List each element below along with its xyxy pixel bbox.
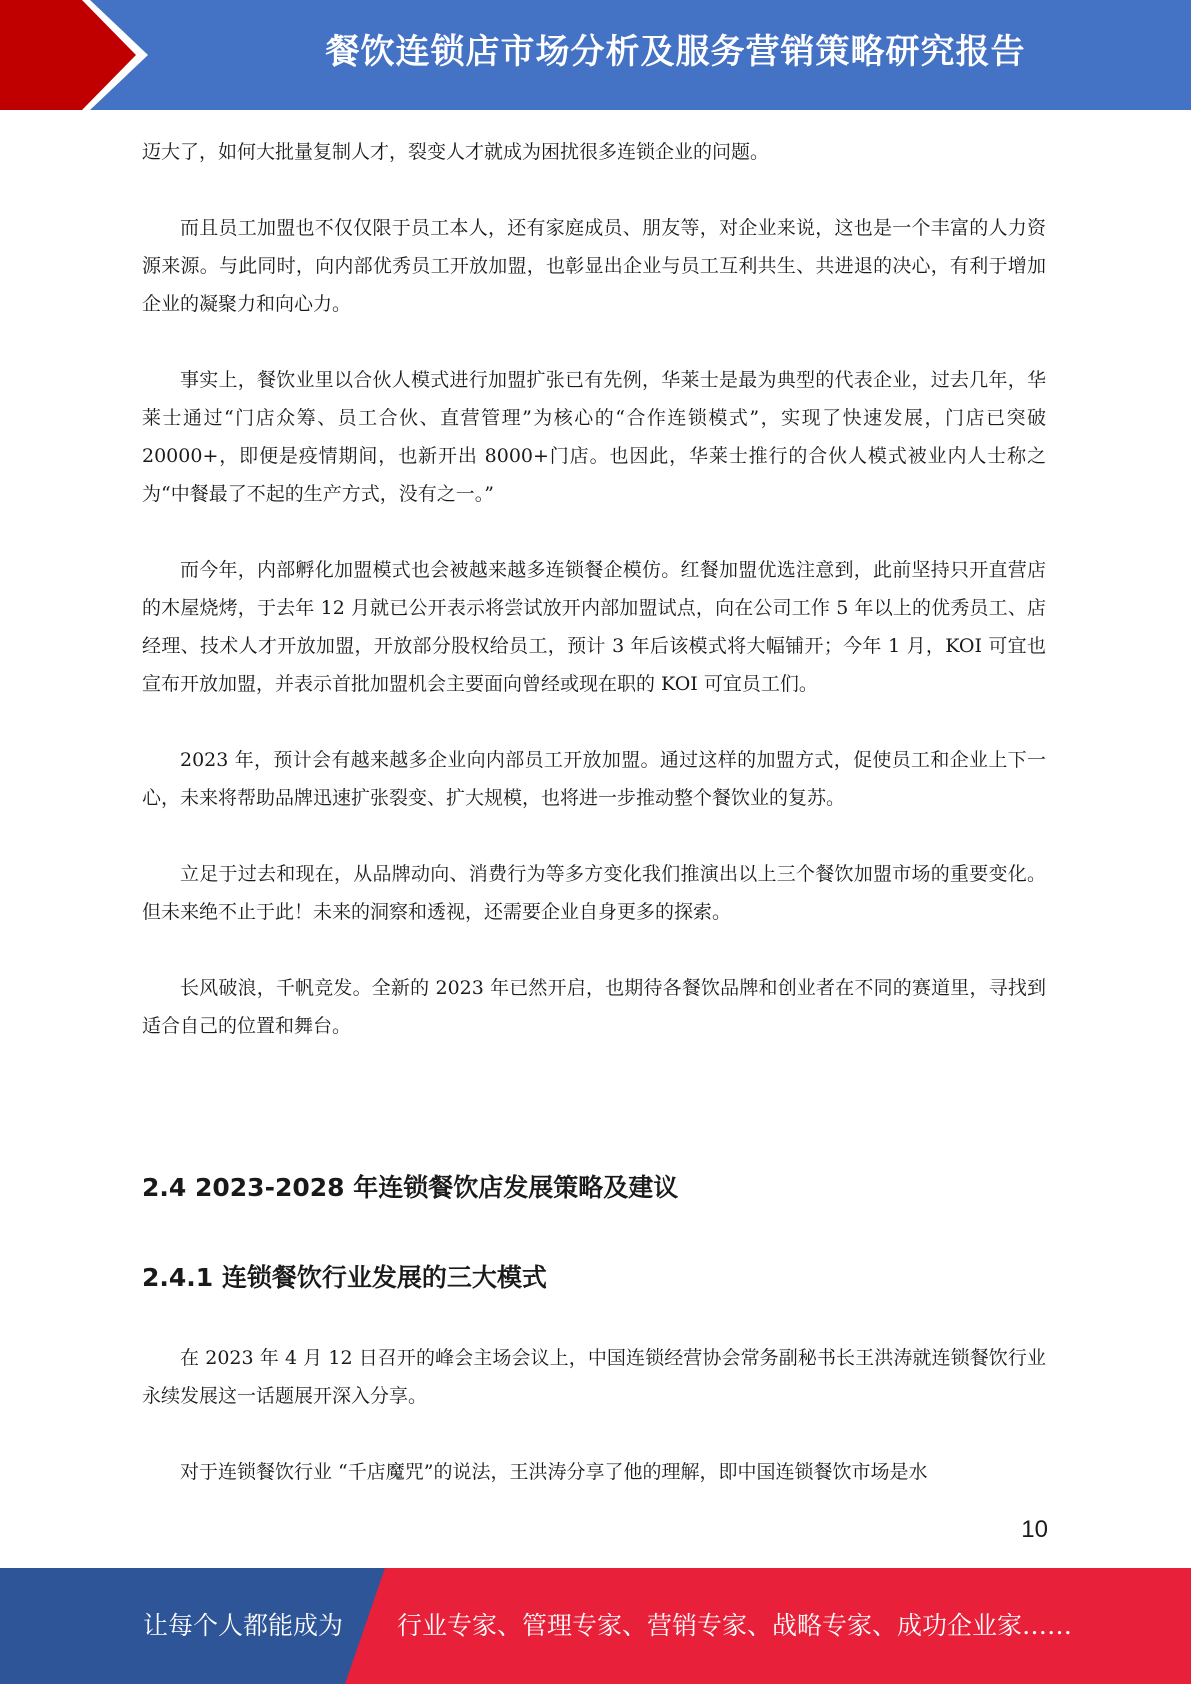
paragraph: 迈大了，如何大批量复制人才，裂变人才就成为困扰很多连锁企业的问题。 bbox=[142, 141, 770, 163]
paragraph: 而今年，内部孵化加盟模式也会被越来越多连锁餐企模仿。红餐加盟优选注意到，此前坚持只开直营店的木屋烧烤，于去年 12 月就已公开表示将尝试放开内部加盟试点，向在公司工作 5 年以上的优秀员工、店经理、技术人才开放加盟，开放部分股权给员工，预计 3 年后该模式将大幅铺开；今年 1 月，KOI 可宜也宣布开放加盟，并表示首批加盟机会主要面向曾经或现在职的 KOI 可宜员工们。 bbox=[142, 559, 1046, 695]
report-title: 餐饮连锁店市场分析及服务营销策略研究报告 bbox=[325, 32, 1026, 72]
paragraph: 在 2023 年 4 月 12 日召开的峰会主场会议上，中国连锁经营协会常务副秘书长王洪涛就连锁餐饮行业永续发展这一话题展开深入分享。 bbox=[142, 1347, 1046, 1407]
footer-slogan-left: 让每个人都能成为 bbox=[143, 1611, 344, 1640]
page-footer bbox=[0, 1568, 1191, 1684]
page-header bbox=[0, 0, 1191, 110]
paragraph: 对于连锁餐饮行业 “千店魔咒”的说法，王洪涛分享了他的理解，即中国连锁餐饮市场是水 bbox=[180, 1461, 928, 1483]
paragraph: 2023 年，预计会有越来越多企业向内部员工开放加盟。通过这样的加盟方式，促使员工和企业上下一心，未来将帮助品牌迅速扩张裂变、扩大规模，也将进一步推动整个餐饮业的复苏。 bbox=[142, 749, 1046, 809]
section-heading: 2.4 2023-2028 年连锁餐饮店发展策略及建议 bbox=[142, 1173, 679, 1202]
subsection-heading: 2.4.1 连锁餐饮行业发展的三大模式 bbox=[142, 1263, 547, 1292]
paragraph: 长风破浪，千帆竞发。全新的 2023 年已然开启，也期待各餐饮品牌和创业者在不同的赛道里，寻找到适合自己的位置和舞台。 bbox=[142, 977, 1046, 1037]
body-text bbox=[142, 133, 1046, 1083]
paragraph: 事实上，餐饮业里以合伙人模式进行加盟扩张已有先例，华莱士是最为典型的代表企业，过去几年，华莱士通过“门店众筹、员工合伙、直营管理”为核心的“合作连锁模式”，实现了快速发展，门店已突破 20000+，即便是疫情期间，也新开出 8000+门店。也因此，华莱士推行的合伙人模式被业内人士称之为“中餐最了不起的生产方式，没有之一。” bbox=[142, 369, 1046, 505]
red-chevron-decoration bbox=[0, 0, 160, 110]
paragraph: 立足于过去和现在，从品牌动向、消费行为等多方变化我们推演出以上三个餐饮加盟市场的重要变化。但未来绝不止于此！未来的洞察和透视，还需要企业自身更多的探索。 bbox=[142, 863, 1046, 923]
paragraph: 而且员工加盟也不仅仅限于员工本人，还有家庭成员、朋友等，对企业来说，这也是一个丰富的人力资源来源。与此同时，向内部优秀员工开放加盟，也彰显出企业与员工互利共生、共进退的决心，有利于增加企业的凝聚力和向心力。 bbox=[142, 217, 1046, 315]
footer-slogan-right: 行业专家、管理专家、营销专家、战略专家、成功企业家…… bbox=[397, 1611, 1073, 1640]
page-number: 10 bbox=[1021, 1516, 1048, 1543]
body-text-continued bbox=[142, 1339, 1046, 1529]
